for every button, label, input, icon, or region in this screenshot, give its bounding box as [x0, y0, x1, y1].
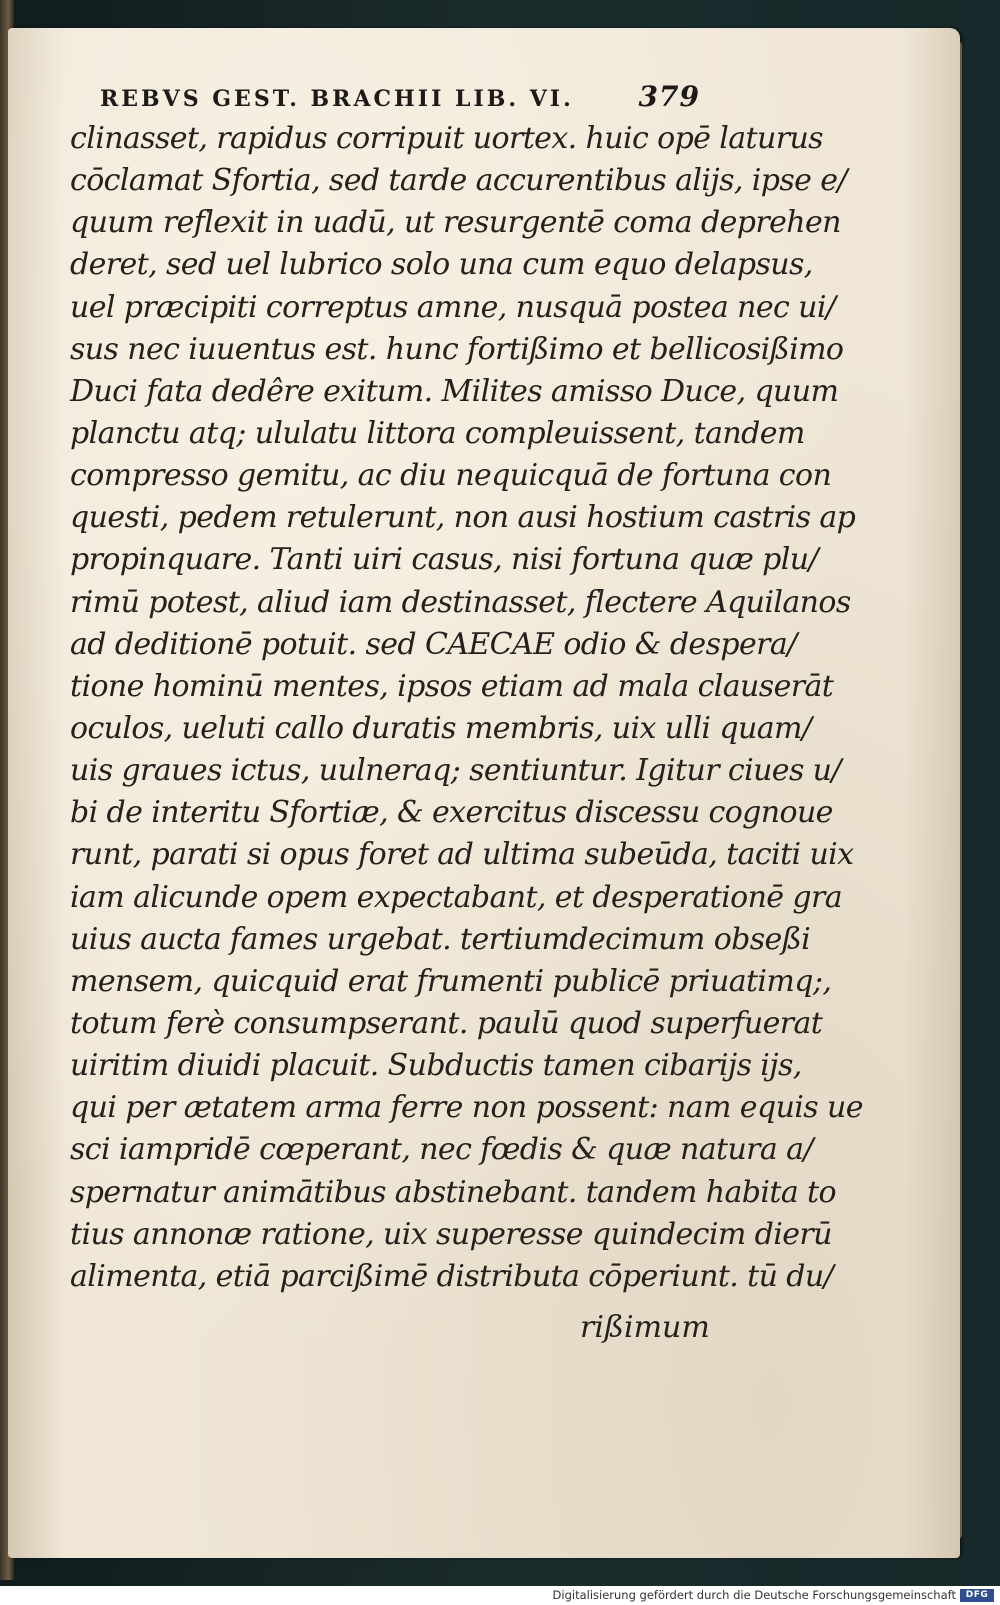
text-line: mensem, quicquid erat frumenti publicē priuatimq;, — [70, 963, 832, 999]
dfg-logo: DFG — [960, 1589, 994, 1602]
text-line: quum reflexit in uadū, ut resurgentē coma deprehen — [70, 205, 841, 241]
running-head-title: REBVS GEST. BRACHII LIB. VI. — [100, 86, 574, 112]
text-line: Duci fata dedêre exitum. Milites amisso Duce, quum — [70, 373, 839, 409]
text-line: totum ferè consumpserant. paulū quod superfuerat — [70, 1005, 823, 1041]
text-line: spernatur animātibus abstinebant. tandem habita to — [70, 1174, 836, 1210]
text-line: iam alicunde opem expectabant, et desperationē gra — [70, 879, 843, 915]
text-line: deret, sed uel lubrico solo una cum equo delapsus, — [70, 247, 813, 283]
text-line: runt, parati si opus foret ad ultima subeūda, taciti uix — [70, 837, 854, 873]
text-line: planctu atq; ululatu littora compleuissent, tandem — [70, 415, 805, 451]
catchword: rißimum — [580, 1310, 710, 1345]
text-line: uius aucta fames urgebat. tertiumdecimum obseßi — [70, 921, 811, 957]
text-line: ad deditionē potuit. sed CAECAE odio & despera/ — [70, 626, 797, 662]
text-line: qui per ætatem arma ferre non possent: nam equis ue — [70, 1090, 863, 1126]
text-line: tius annonæ ratione, uix superesse quindecim dierū — [70, 1216, 832, 1252]
text-line: cōclamat Sfortia, sed tarde accurentibus alijs, ipse e/ — [70, 163, 847, 199]
text-line: oculos, ueluti callo duratis membris, uix ulli quam/ — [70, 710, 812, 746]
text-line: sci iampridē cœperant, nec fœdis & quæ natura a/ — [70, 1132, 813, 1168]
text-line: tione hominū mentes, ipsos etiam ad mala clauserāt — [70, 668, 834, 704]
text-line: questi, pedem retulerunt, non ausi hostium castris ap — [70, 500, 856, 536]
running-head — [100, 80, 700, 113]
text-line: uis graues ictus, uulneraq; sentiuntur. Igitur ciues u/ — [70, 753, 841, 789]
digitization-credit: Digitalisierung gefördert durch die Deutsche Forschungsgemeinschaft — [552, 1588, 956, 1602]
text-line: uel præcipiti correptus amne, nusquā postea nec ui/ — [70, 289, 836, 325]
text-line: alimenta, etiā parcißimē distributa cōperiunt. tū du/ — [70, 1258, 834, 1294]
text-line: uiritim diuidi placuit. Subductis tamen cibarijs ijs, — [70, 1048, 802, 1084]
text-line: rimū potest, aliud iam destinasset, flectere Aquilanos — [70, 584, 851, 620]
text-line: compresso gemitu, ac diu nequicquā de fortuna con — [70, 458, 832, 494]
main-text-block — [70, 118, 863, 1298]
page-number: 379 — [638, 80, 700, 113]
text-line: propinquare. Tanti uiri casus, nisi fortuna quæ plu/ — [70, 542, 818, 578]
text-line: clinasset, rapidus corripuit uortex. huic opē laturus — [70, 121, 823, 156]
text-line: bi de interitu Sfortiæ, & exercitus discessu cognoue — [70, 795, 833, 831]
text-line: sus nec iuuentus est. hunc fortißimo et bellicosißimo — [70, 331, 844, 367]
